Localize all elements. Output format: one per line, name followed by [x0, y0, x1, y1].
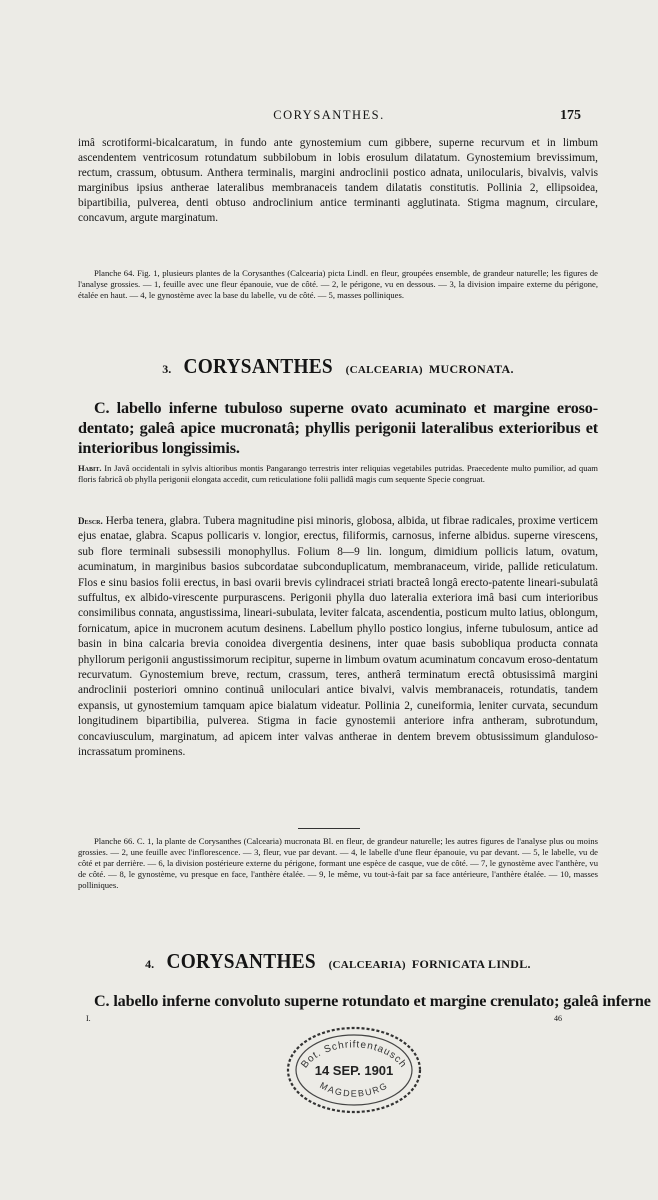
signature-right: 46: [554, 1014, 562, 1023]
species-3-section: (CALCEARIA): [345, 364, 423, 376]
habitat-paragraph: [78, 463, 598, 485]
signature-left: I.: [86, 1014, 91, 1023]
stamp-bottom-text: MAGDEBURG: [318, 1080, 390, 1099]
stamp-date: 14 SEP. 1901: [314, 1063, 394, 1078]
habitat-text: In Javâ occidentali in sylvis altioribus montis Pangarango terrestris inter reliquias vegetabiles putridas. Praecedente multo pumilior, ad quam floris fabricâ ob phylla perigonii elongata accedit, cum reticulatione folii pallidâ magis cum sequente Specie congruat.: [78, 463, 598, 485]
description-label: Descr.: [78, 516, 103, 526]
running-title: CORYSANTHES.: [273, 108, 385, 122]
species-4-diagnosis: C. labello inferne convoluto superne rotundato et margine crenulato; galeâ inferne: [94, 992, 651, 1010]
svg-text:MAGDEBURG: [318, 1080, 390, 1098]
paragraph-continued: imâ scrotiformi-bicalcaratum, in fundo ante gynostemium cum gibbere, superne recurvum et in limbum ascendentem ventricosum rotundatum subbilobum in lobis erosulum dilatatum. Gynostemium brevissimum, rectum, crassum, obtusum. Anthera terminalis, margini androclinii postico adnata, unilocularis, bivalvis, valvis marginibus ipsius antherae lateralibus membranaceis tandem dilatatis constitutis. Pollinia 2, ellipsoidea, bipartibilia, pulverea, denti obtuso androclinium antice terminanti agglutinata. Stigma magnum, circulare, concavum, argute marginatum.: [78, 137, 598, 225]
habitat-label: Habit.: [78, 463, 102, 473]
species-3-diagnosis: C. labello inferne tubuloso superne ovato acuminato et margine eroso-dentato; galeâ apice mucronatâ; phyllis perigonii lateralibus exterioribus et interioribus longissimis.: [78, 399, 598, 457]
plate-64-caption: Planche 64. Fig. 1, plusieurs plantes de la Corysanthes (Calcearia) picta Lindl. en fleur, groupées ensemble, de grandeur naturelle; les figures de l'analyse grossies. — 1, feuille avec une fleur épanouie, vue de côté. — 2, le périgone, vu en dessous. — 3, la division impaire externe du périgone, étalée en haut. — 4, le gynostème avec la base du labelle, vu de côté. — 5, masses polliniques.: [78, 268, 598, 301]
species-4-epithet: FORNICATA LINDL.: [411, 957, 531, 971]
stamp-top-text: Bot. Schriftentausch: [299, 1039, 409, 1071]
species-4-genus: CORYSANTHES: [166, 949, 317, 973]
species-4-section: (CALCEARIA): [328, 959, 406, 971]
description-text: Herba tenera, glabra. Tubera magnitudine pisi minoris, globosa, albida, ut fibrae radicales, proxime verticem ejus enatae, glabra. Scapus pollicaris v. longior, erectus, filiformis, carnosus, inferne albidus. superne virescens, sub flore terminali subsessili monophyllus. Folium 8—9 lin. longum, dimidium pollicis latum, ovatum, acuminatum, in marginibus basios subcordatae subconduplicatum, membranaceum, viride, pallide reticulatum. Flos e sinu basios folii erectus, in basi ovarii brevis cylindracei striati bracteâ longâ erecto-patente lineari-subulatâ suffultus, ex albido-virescente purpurascens. Perigonii phylla duo lateralia exteriora imâ basi cum interioribus consimilibus connata, angustissima, lineari-subulata, leviter falcata, ascendentia, posticum multo latius, oblongum, fornicatum, apice in mucronem acutum desinens. Labellum phyllo postico longius, inferne tubulosum, antice ad basin in bina calcaria brevia conoidea divergentia desinens, inter quae basis subobliqua producta connata phyllorum perigonii angustissimorum recipitur, superne in limbum ovatum acuminatum concavum eroso-dentatum recurvatum. Gynostemium breve, rectum, crassum, teres, antherâ terminatum erectâ obtusissimâ margini androclinii posteriori omnino continuâ uniloculari antice bivalvi, valvis membranaceis, rotundatis, tandem expansis, ut gynostemium tamquam apice bialatum videatur. Pollinia 2, cuneiformia, leniter curvata, secundum longitudinem bipartibilia, pulverea. Stigma in facie gynostemii anteriore infra antheram, subrotundum, concaviusculum, marginatum, ad apicem inter valvas antherae in dentem brevem obtusissimum glanduloso-incrassatum prominens.: [78, 515, 599, 759]
species-3-number: 3.: [162, 362, 172, 376]
description-paragraph: [78, 514, 598, 761]
species-3-genus: CORYSANTHES: [183, 354, 334, 378]
species-4-number: 4.: [145, 957, 155, 971]
page-number: 175: [560, 108, 581, 123]
species-3-heading: [78, 353, 598, 380]
species-4-heading: [78, 948, 598, 975]
library-stamp: [284, 1024, 424, 1116]
plate-66-caption: Planche 66. C. 1, la plante de Corysanthes (Calcearia) mucronata Bl. en fleur, de grandeur naturelle; les autres figures de l'analyse plus ou moins grossies. — 2, une feuille avec l'inflorescence. — 3, fleur, vue par devant. — 4, le labelle d'une fleur épanouie, vu par devant. — 5, le labelle, vu de côté et par derrière. — 6, la division postérieure externe du périgone, formant une espèce de casque, vue de côté. — 7, le gynostème avec l'anthère, vu de côté. — 8, le gynostème, vu presque en face, l'anthère étalée. — 9, le même, vu tout-à-fait par sa face antérieure, l'anthère étalée. — 10, masses polliniques.: [78, 836, 598, 891]
species-3-epithet: MUCRONATA.: [428, 362, 514, 376]
section-divider: [298, 828, 360, 829]
